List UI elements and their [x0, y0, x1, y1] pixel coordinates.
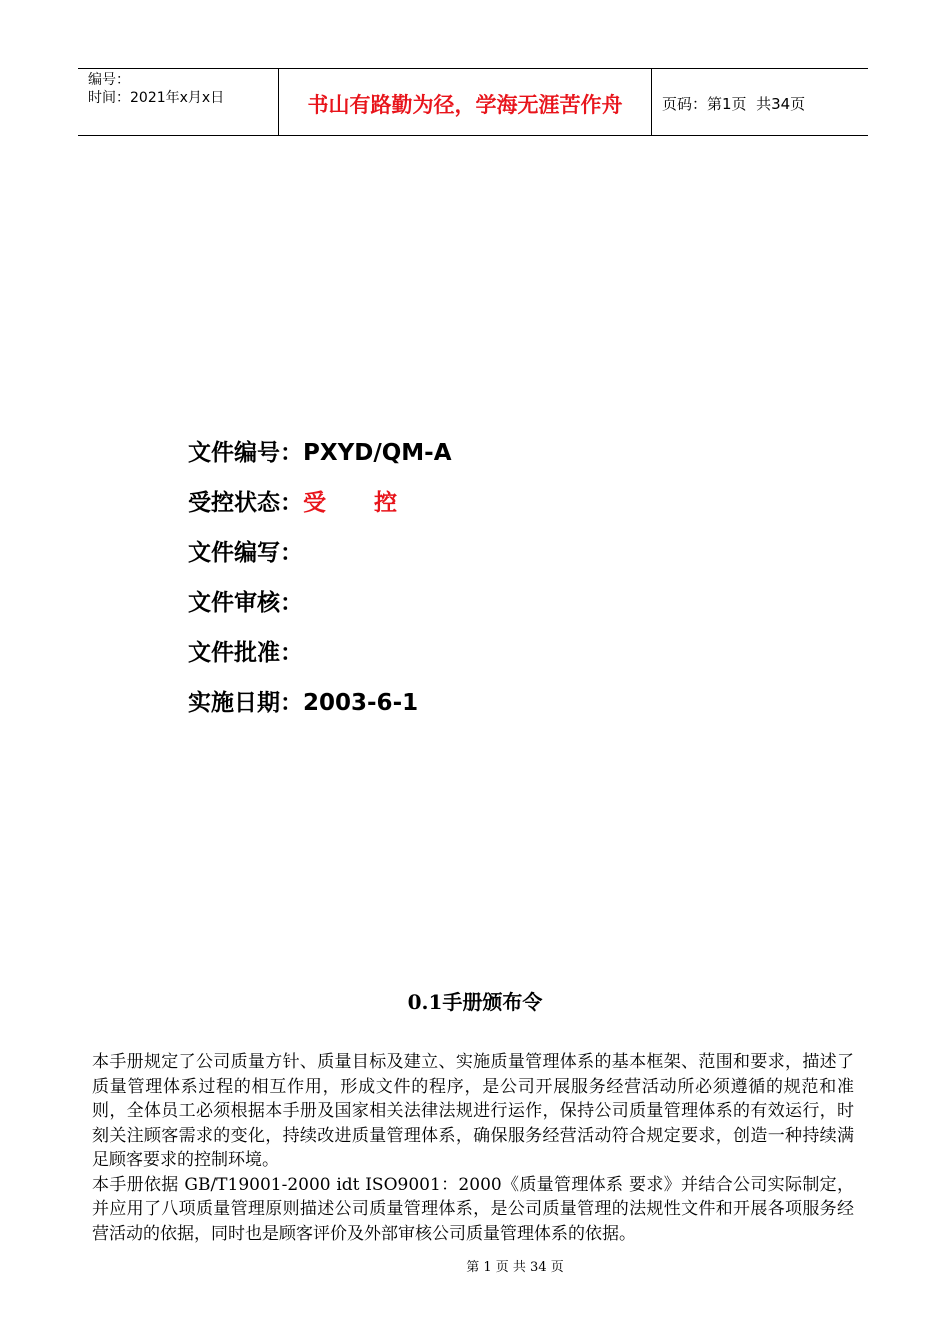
- header-page-label: 页码：第1页 共34页: [662, 94, 806, 113]
- field-label: 实施日期：: [188, 690, 303, 716]
- field-effective-date: [188, 682, 452, 732]
- field-label: 受控状态：: [188, 490, 303, 516]
- field-label: 文件编号：: [188, 440, 303, 466]
- document-fields: [188, 432, 452, 732]
- field-approver: [188, 632, 452, 682]
- page-footer: 第 1 页 共 34 页: [466, 1260, 564, 1275]
- field-value-part2: 控: [374, 490, 397, 516]
- section-body: [92, 1050, 854, 1246]
- header-number-label: 编号：: [88, 72, 130, 88]
- field-author: [188, 532, 452, 582]
- field-reviewer: [188, 582, 452, 632]
- field-control-status: [188, 482, 452, 532]
- field-value: PXYD/QM-A: [303, 440, 452, 466]
- header-motto: 书山有路勤为径，学海无涯苦作舟: [279, 69, 652, 135]
- header-time-label: 时间：2021年x月x日: [88, 90, 225, 106]
- field-value: 2003-6-1: [303, 690, 419, 716]
- section-title: 0.1手册颁布令: [407, 990, 543, 1014]
- paragraph: 本手册规定了公司质量方针、质量目标及建立、实施质量管理体系的基本框架、范围和要求，描述了质量管理体系过程的相互作用，形成文件的程序，是公司开展服务经营活动所必须遵循的规范和准则，全体员工必须根据本手册及国家相关法律法规进行运作，保持公司质量管理体系的有效运行，时刻关注顾客需求的变化，持续改进质量管理体系，确保服务经营活动符合规定要求，创造一种持续满足顾客要求的控制环境。: [92, 1052, 854, 1170]
- header-page-info: [652, 69, 868, 135]
- page-header: [78, 68, 868, 136]
- field-file-number: [188, 432, 452, 482]
- header-meta: [78, 69, 279, 135]
- field-label: 文件批准：: [188, 640, 303, 666]
- paragraph: 本手册依据 GB/T19001-2000 idt ISO9001：2000《质量管理体系 要求》并结合公司实际制定，并应用了八项质量管理原则描述公司质量管理体系，是公司质量管理的法规性文件和开展各项服务经营活动的依据，同时也是顾客评价及外部审核公司质量管理体系的依据。: [92, 1174, 854, 1244]
- field-value-part1: 受: [303, 490, 326, 516]
- field-label: 文件审核：: [188, 590, 303, 616]
- field-label: 文件编写：: [188, 540, 303, 566]
